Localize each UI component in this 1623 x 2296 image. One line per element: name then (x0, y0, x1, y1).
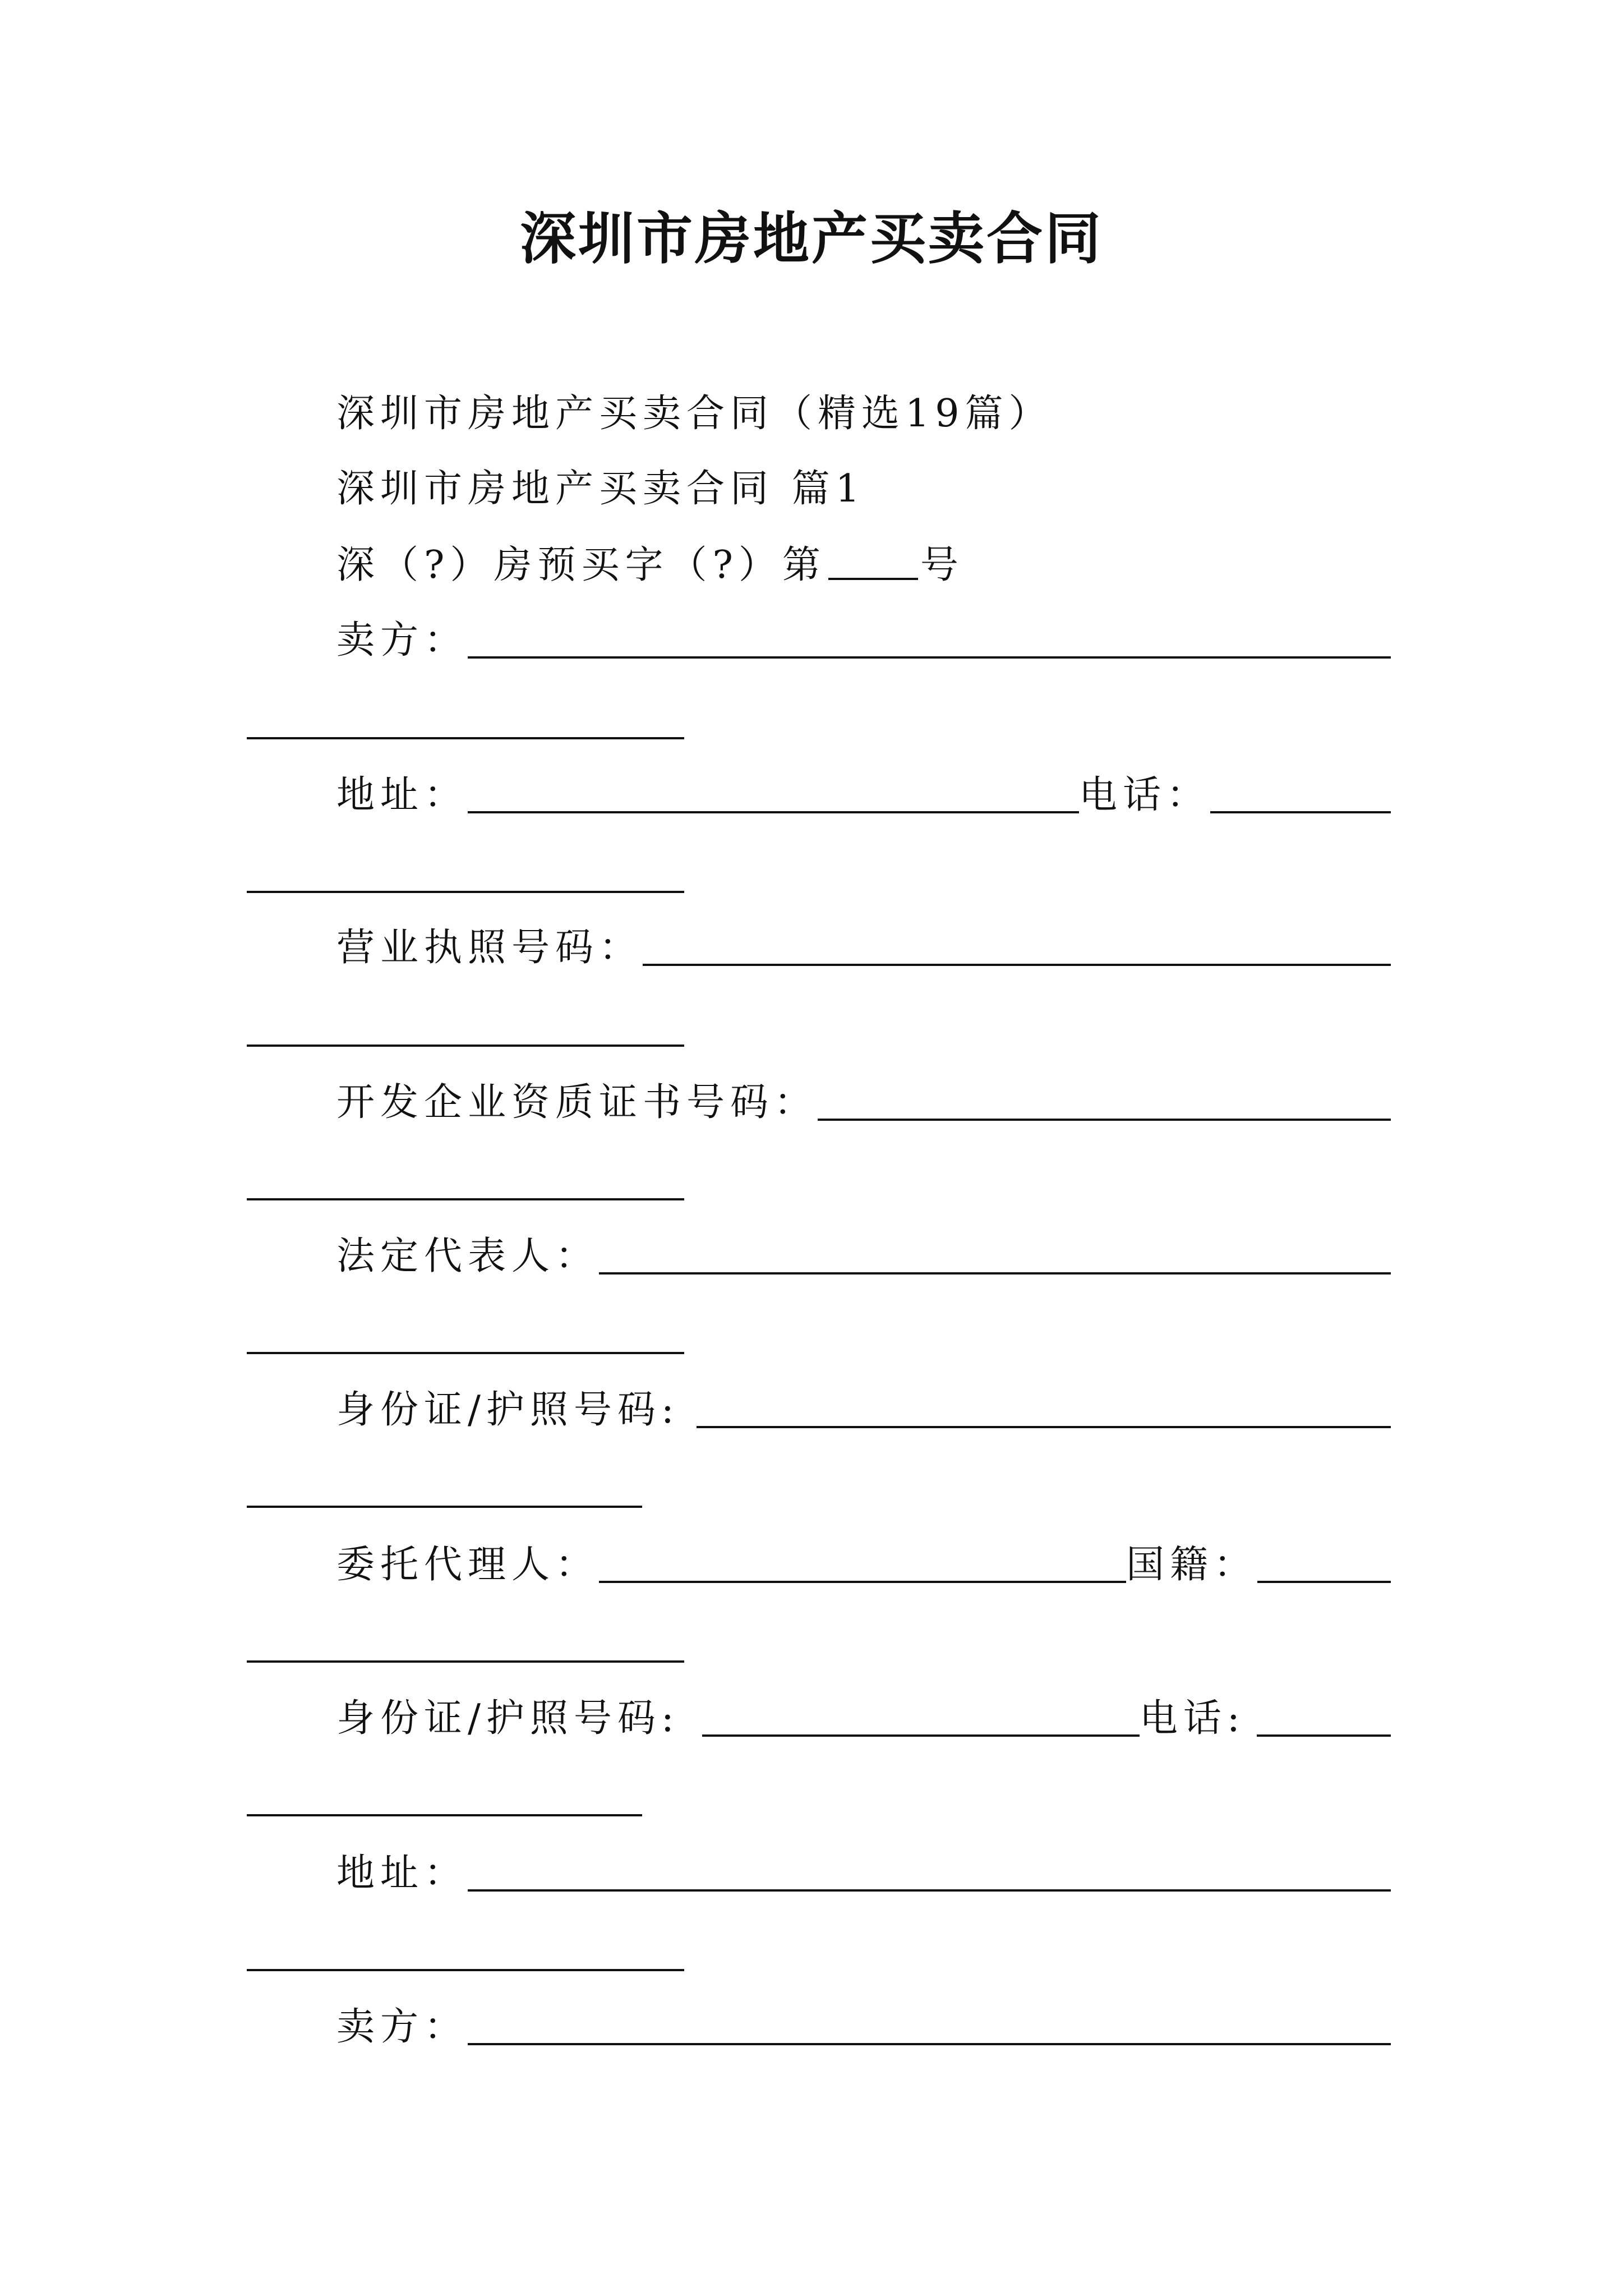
seller-blank-continued[interactable] (247, 737, 684, 739)
seller-row (336, 613, 1391, 669)
legal-rep-row (336, 1228, 1391, 1285)
agent-address-blank[interactable] (468, 1889, 1391, 1892)
qualification-blank-continued[interactable] (247, 1198, 684, 1200)
seller-blank[interactable] (468, 656, 1391, 659)
legal-rep-label: 法定代表人： (336, 1234, 600, 1278)
address-blank[interactable] (468, 811, 1079, 813)
document-subtitle: 深圳市房地产买卖合同（精选19篇） (336, 392, 1053, 436)
agent-address-blank-continued[interactable] (247, 1969, 684, 1971)
license-blank[interactable] (643, 964, 1391, 966)
legal-rep-blank-continued[interactable] (247, 1352, 684, 1354)
agent-phone-blank[interactable] (1257, 1734, 1391, 1737)
license-label: 营业执照号码： (336, 926, 643, 970)
phone-blank[interactable] (1210, 811, 1391, 813)
seller-row-2 (336, 1999, 1391, 2055)
nationality-label: 国籍： (1126, 1543, 1258, 1587)
address-label: 地址： (336, 773, 468, 817)
agent-label: 委托代理人： (336, 1543, 600, 1587)
seller-label-2: 卖方： (336, 2005, 468, 2049)
agent-blank[interactable] (599, 1581, 1126, 1583)
legal-rep-blank[interactable] (599, 1272, 1391, 1274)
agent-id-passport-label: 身份证/护照号码: (336, 1696, 680, 1741)
agent-id-phone-blank-continued[interactable] (247, 1814, 642, 1816)
id-passport-label: 身份证/护照号码: (336, 1388, 680, 1432)
document-title: 深圳市房地产买卖合同 (520, 205, 1103, 272)
agent-id-phone-row (336, 1691, 1391, 1747)
qualification-row (336, 1075, 1391, 1131)
address-phone-blank-continued[interactable] (247, 891, 684, 893)
reference-prefix: 深（?）房预买字（?）第 (336, 543, 826, 587)
qualification-blank[interactable] (818, 1119, 1391, 1121)
nationality-blank[interactable] (1257, 1581, 1391, 1583)
agent-nationality-blank-continued[interactable] (247, 1660, 684, 1663)
agent-phone-label: 电话: (1139, 1696, 1246, 1741)
agent-address-label: 地址： (336, 1851, 468, 1895)
agent-nationality-row (336, 1537, 1391, 1593)
license-row (336, 920, 1391, 976)
id-passport-blank[interactable] (697, 1426, 1391, 1428)
id-passport-blank-continued[interactable] (247, 1506, 642, 1508)
agent-address-row (336, 1846, 1391, 1902)
agent-id-passport-blank[interactable] (702, 1734, 1140, 1737)
reference-suffix: 号 (920, 543, 964, 587)
address-phone-row (336, 767, 1391, 823)
id-passport-row (336, 1382, 1391, 1438)
license-blank-continued[interactable] (247, 1045, 684, 1047)
qualification-label: 开发企业资质证书号码： (336, 1080, 818, 1125)
reference-number-line (336, 537, 964, 593)
seller-label: 卖方： (336, 618, 468, 662)
section-heading: 深圳市房地产买卖合同 篇1 (336, 467, 865, 511)
reference-number-blank[interactable] (828, 578, 918, 580)
seller-blank-2[interactable] (468, 2043, 1391, 2045)
phone-label: 电话： (1079, 773, 1211, 817)
